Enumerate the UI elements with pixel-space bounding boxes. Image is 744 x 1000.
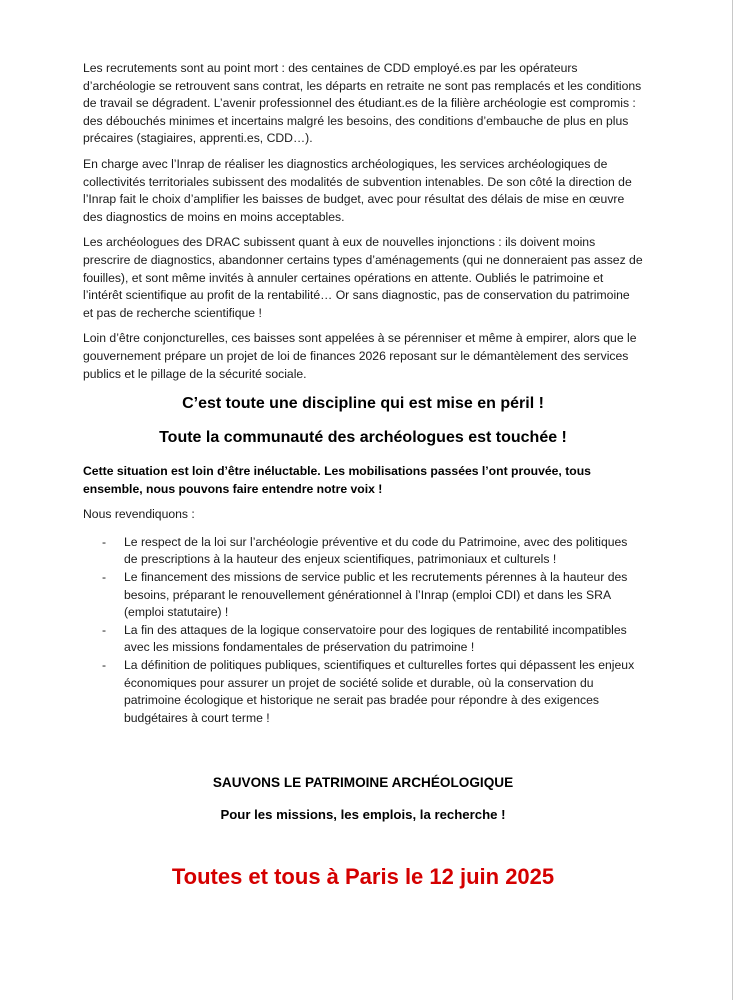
page-edge-rule bbox=[732, 0, 733, 1000]
headline-community: Toute la communauté des archéologues est touchée ! bbox=[159, 429, 567, 447]
bullet-dash: - bbox=[102, 570, 107, 585]
demand-text: La fin des attaques de la logique conservatoire pour des logiques de rentabilité incompatibles avec les missions fondamentales de préservation du patrimoine ! bbox=[124, 622, 627, 655]
demand-text: Le respect de la loi sur l’archéologie préventive et du code du Patrimoine, avec des politiques de prescriptions à la hauteur des enjeux scientifiques, patrimoniaux et culturels ! bbox=[124, 534, 628, 567]
bold-statement: Cette situation est loin d’être inéluctable. Les mobilisations passées l’ont prouvée, tous ensemble, nous pouvons faire entendre notre voix ! bbox=[83, 464, 591, 496]
demands-intro: Nous revendiquons : bbox=[83, 507, 195, 522]
list-item bbox=[83, 569, 643, 622]
slogan: SAUVONS LE PATRIMOINE ARCHÉOLOGIQUE bbox=[212, 775, 514, 791]
bullet-dash: - bbox=[102, 658, 107, 673]
paragraph-collectivites: En charge avec l’Inrap de réaliser les diagnostics archéologiques, les services archéologiques de collectivités territoriales subissent des modalités de subvention intenables. De son côté la direction de l’Inrap fait le choix d’amplifier les baisses de budget, avec pour résultat des délais de mise en œuvre des diagnostics de moins en moins acceptables. bbox=[83, 156, 632, 224]
paragraph-drac: Les archéologues des DRAC subissent quant à eux de nouvelles injonctions : ils doivent moins prescrire de diagnostics, abandonner certains types d’aménagements (qui ne donneraient pas assez de fouilles), et sont même invités à annuler certaines opérations en attente. Oubliés le patrimoine et l’intérêt scientifique au profit de la rentabilité… Or sans diagnostic, pas de conservation du patrimoine et pas de recherche scientifique ! bbox=[83, 235, 643, 320]
bullet-dash: - bbox=[102, 534, 107, 549]
document-page bbox=[83, 60, 643, 890]
call-to-action: Toutes et tous à Paris le 12 juin 2025 bbox=[171, 864, 555, 890]
bullet-dash: - bbox=[102, 622, 107, 637]
subslogan: Pour les missions, les emplois, la recherche ! bbox=[220, 807, 506, 823]
demand-text: Le financement des missions de service public et les recrutements pérennes à la hauteur des besoins, préparant le renouvellement générationnel à l’Inrap (emploi CDI) et dans les SRA (emploi statutaire) ! bbox=[124, 570, 628, 620]
list-item bbox=[83, 657, 643, 727]
list-item bbox=[83, 622, 643, 657]
paragraph-recruitment: Les recrutements sont au point mort : des centaines de CDD employé.es par les opérateurs d’archéologie se retrouvent sans contrat, les départs en retraite ne sont pas remplacés et les conditions de travail se dégradent. L’avenir professionnel des étudiant.es de la filière archéologie est compromis : des débouchés minimes et incertains malgré les besoins, des conditions d’embauche de plus en plus précaires (stagiaires, apprenti.es, CDD…). bbox=[83, 61, 642, 146]
demands-list bbox=[83, 534, 643, 728]
paragraph-budget: Loin d’être conjoncturelles, ces baisses sont appelées à se pérenniser et même à empirer, alors que le gouvernement prépare un projet de loi de finances 2026 reposant sur le démantèlement des services publics et le pillage de la sécurité sociale. bbox=[83, 331, 637, 381]
list-item bbox=[83, 534, 643, 569]
headline-discipline: C’est toute une discipline qui est mise en péril ! bbox=[182, 395, 544, 413]
demand-text: La définition de politiques publiques, scientifiques et culturelles fortes qui dépassent les enjeux économiques pour assurer un projet de société solide et durable, où la conservation du patrimoine écologique et historique ne serait pas bradée pour répondre à des exigences budgétaires à court terme ! bbox=[124, 658, 635, 725]
